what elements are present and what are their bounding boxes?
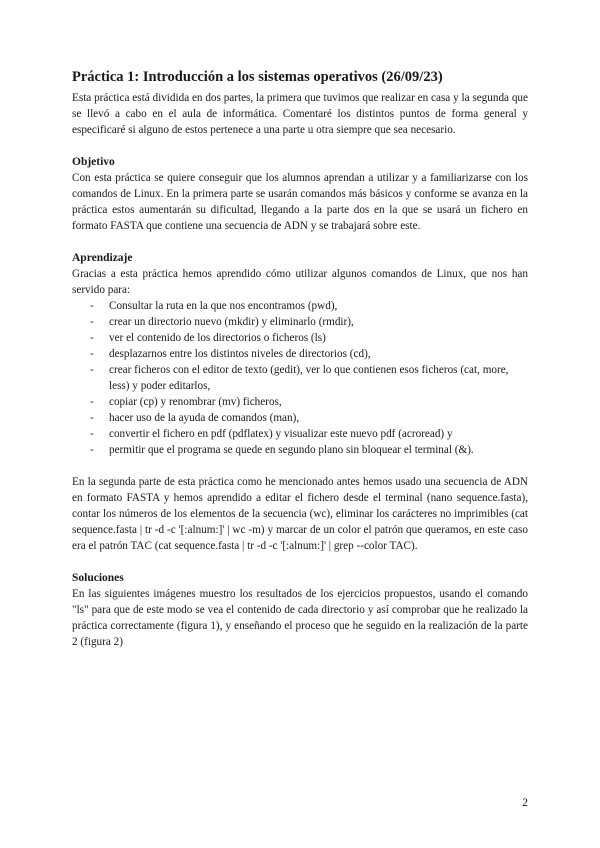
page-title: Práctica 1: Introducción a los sistemas operativos (26/09/23) — [72, 69, 443, 85]
soluciones-paragraph: En las siguientes imágenes muestro los resultados de los ejercicios propuestos, usando el comando "ls" para que de este modo se vea el contenido de cada directorio y así comprobar que he realizado la práctica correctamente (figura 1), y enseñando el proceso que he seguido en la realización de la parte 2 (figura 2) — [72, 588, 528, 648]
list-item: - permitir que el programa se quede en segundo plano sin bloquear el terminal (&). — [72, 442, 528, 458]
list-item: - crear un directorio nuevo (mkdir) y eliminarlo (rmdir), — [72, 314, 528, 330]
commands-list — [72, 298, 528, 458]
list-item: - Consultar la ruta en la que nos encontramos (pwd), — [72, 298, 528, 314]
objetivo-paragraph: Con esta práctica se quiere conseguir que los alumnos aprendan a utilizar y a familiarizarse con los comandos de Linux. En la primera parte se usarán comandos más básicos y conforme se avanza en la práctica estos aumentarán su dificultad, llegando a la parte dos en la que se usará un fichero en formato FASTA que contiene una secuencia de ADN y se trabajará sobre este. — [72, 172, 528, 232]
aprendizaje-paragraph: Gracias a esta práctica hemos aprendido cómo utilizar algunos comandos de Linux, que nos han servido para: — [72, 268, 528, 296]
aprendizaje-heading: Aprendizaje — [72, 252, 133, 264]
page-content — [72, 68, 528, 650]
objetivo-section — [72, 154, 528, 234]
aprendizaje-paragraph-2: En la segunda parte de esta práctica como he mencionado antes hemos usado una secuencia de ADN en formato FASTA y hemos aprendido a editar el fichero desde el terminal (nano sequence.fasta), contar los números de los elementos de la secuencia (wc), eliminar los carácteres no imprimibles (cat sequence.fasta | tr -d -c '[:alnum:]' | wc -m) y marcar de un color el patrón que queramos, en este caso era el patrón TAC (cat sequence.fasta | tr -d -c '[:alnum:]' | grep --color TAC). — [72, 476, 528, 552]
list-item: - hacer uso de la ayuda de comandos (man), — [72, 410, 528, 426]
list-item: - convertir el fichero en pdf (pdflatex) y visualizar este nuevo pdf (acroread) y — [72, 426, 528, 442]
soluciones-heading: Soluciones — [72, 572, 124, 584]
aprendizaje-section — [72, 250, 528, 554]
list-item: - desplazarnos entre los distintos niveles de directorios (cd), — [72, 346, 528, 362]
list-item: - copiar (cp) y renombrar (mv) ficheros, — [72, 394, 528, 410]
objetivo-heading: Objetivo — [72, 156, 115, 168]
intro-paragraph: Esta práctica está dividida en dos partes, la primera que tuvimos que realizar en casa y la segunda que se llevó a cabo en el aula de informática. Comentaré los distintos puntos de forma general y especificaré si alguno de estos pertenece a una parte u otra siempre que sea necesario. — [72, 92, 528, 136]
list-item: - crear ficheros con el editor de texto (gedit), ver lo que contienen esos ficheros (cat, more, less) y poder editarlos, — [72, 362, 528, 394]
page-number: 2 — [522, 797, 528, 809]
soluciones-section — [72, 570, 528, 650]
list-item: - ver el contenido de los directorios o ficheros (ls) — [72, 330, 528, 346]
